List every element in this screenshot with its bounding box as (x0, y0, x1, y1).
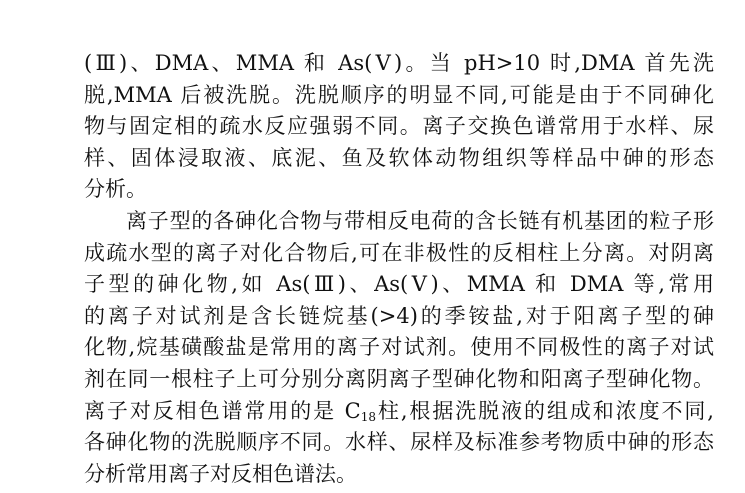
document-body (84, 48, 714, 490)
text-line: 分析。 (84, 177, 147, 202)
text-line: 的离子对试剂是含长链烷基(>4)的季铵盐,对于阳离子型的砷 (84, 303, 714, 328)
text-line: 物与固定相的疏水反应强弱不同。离子交换色谱常用于水样、尿 (84, 114, 714, 139)
paragraph-2 (84, 206, 714, 490)
text-line: 化物,烷基磺酸盐是常用的离子对试剂。使用不同极性的离子对试 (84, 335, 714, 360)
text-segment: 离子对反相色谱常用的是 C (84, 398, 361, 423)
subscript: 18 (360, 409, 376, 424)
paragraph-1 (84, 48, 714, 206)
text-line: 脱,MMA 后被洗脱。洗脱顺序的明显不同,可能是由于不同砷化 (84, 82, 714, 107)
text-line: 样、固体浸取液、底泥、鱼及软体动物组织等样品中砷的形态 (84, 145, 714, 170)
text-line: 成疏水型的离子对化合物后,可在非极性的反相柱上分离。对阴离 (84, 240, 714, 265)
text-line: 各砷化物的洗脱顺序不同。水样、尿样及标准参考物质中砷的形态 (84, 430, 714, 455)
text-line: (Ⅲ)、DMA、MMA 和 As(Ⅴ)。当 pH>10 时,DMA 首先洗 (84, 51, 714, 75)
text-line: 剂在同一根柱子上可分别分离阴离子型砷化物和阳离子型砷化物。 (84, 366, 714, 391)
text-line: 分析常用离子对反相色谱法。 (84, 461, 357, 486)
text-line-with-subscript (84, 396, 714, 428)
text-segment: 柱,根据洗脱液的组成和浓度不同, (376, 398, 714, 423)
text-line: 子型的砷化物,如 As(Ⅲ)、As(Ⅴ)、MMA 和 DMA 等,常用 (84, 272, 714, 297)
text-line: 离子型的各砷化合物与带相反电荷的含长链有机基团的粒子形 (126, 208, 714, 233)
